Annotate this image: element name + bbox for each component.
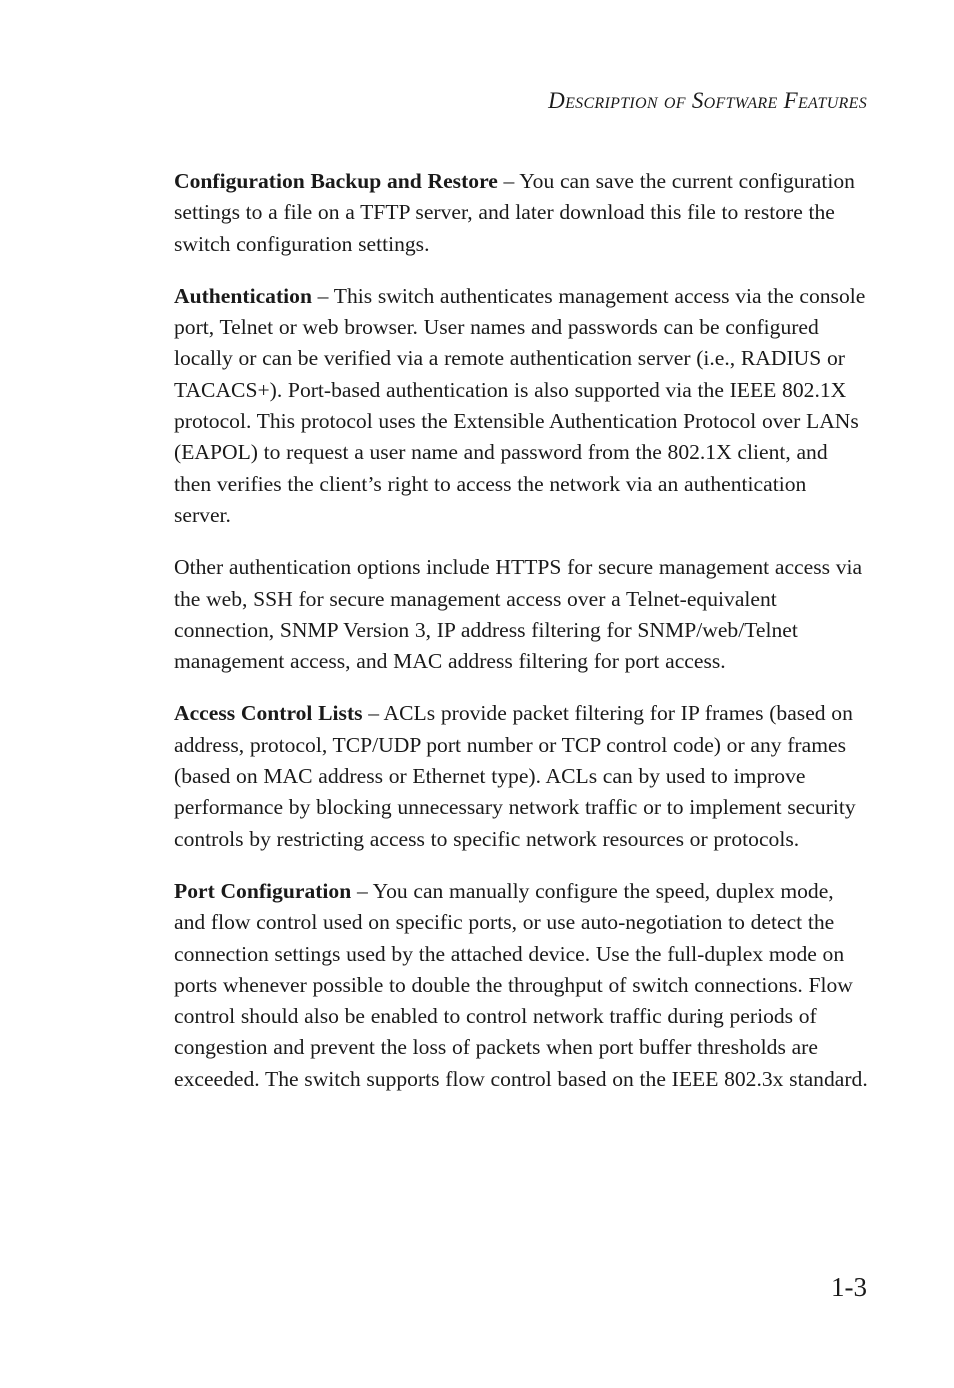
term-authentication: Authentication — [174, 283, 312, 308]
paragraph-text: – ACLs provide packet filtering for IP frames (based on address, protocol, TCP/UDP port number or TCP control code) or any frames (based on MAC address or Ethernet type). ACLs can by used to improve performance by blocking unnecessary network traffic or to implement security controls by restricting access to specific network resources or protocols. — [174, 701, 856, 851]
page-number: 1-3 — [831, 1272, 867, 1302]
term-port-configuration: Port Configuration — [174, 878, 352, 903]
paragraph-authentication — [174, 281, 868, 531]
term-access-control-lists: Access Control Lists — [174, 701, 363, 726]
paragraph-text: – This switch authenticates management access via the console port, Telnet or web browser. User names and passwords can be configured locally or can be verified via a remote authentication server (i.e., RADIUS or TACACS+). Port-based authentication is also supported via the IEEE 802.1X protocol. This protocol uses the Extensible Authentication Protocol over LANs (EAPOL) to request a user name and password from the 802.1X client, and then verifies the client’s right to access the network via an authentication server. — [174, 283, 866, 527]
paragraph-access-control-lists — [174, 698, 868, 854]
paragraph-configuration-backup — [174, 166, 868, 260]
paragraph-text: Other authentication options include HTTPS for secure management access via the web, SSH for secure management access over a Telnet-equivalent connection, SNMP Version 3, IP address filtering for SNMP/web/Telnet management access, and MAC address filtering for port access. — [174, 555, 863, 674]
paragraph-other-authentication — [174, 552, 868, 677]
main-content — [174, 166, 868, 1116]
running-header: Description of Software Features — [548, 88, 867, 113]
paragraph-text: – You can save the current configuration settings to a file on a TFTP server, and later download this file to restore the switch configuration settings. — [174, 169, 855, 256]
paragraph-text: – You can manually configure the speed, duplex mode, and flow control used on specific ports, or use auto-negotiation to detect the connection settings used by the attached device. Use the full-duplex mode on ports whenever possible to double the throughput of switch connections. Flow control should also be enabled to control network traffic during periods of congestion and prevent the loss of packets when port buffer thresholds are exceeded. The switch supports flow control based on the IEEE 802.3x standard. — [174, 878, 868, 1091]
paragraph-port-configuration — [174, 876, 868, 1095]
term-configuration-backup: Configuration Backup and Restore — [174, 169, 498, 193]
